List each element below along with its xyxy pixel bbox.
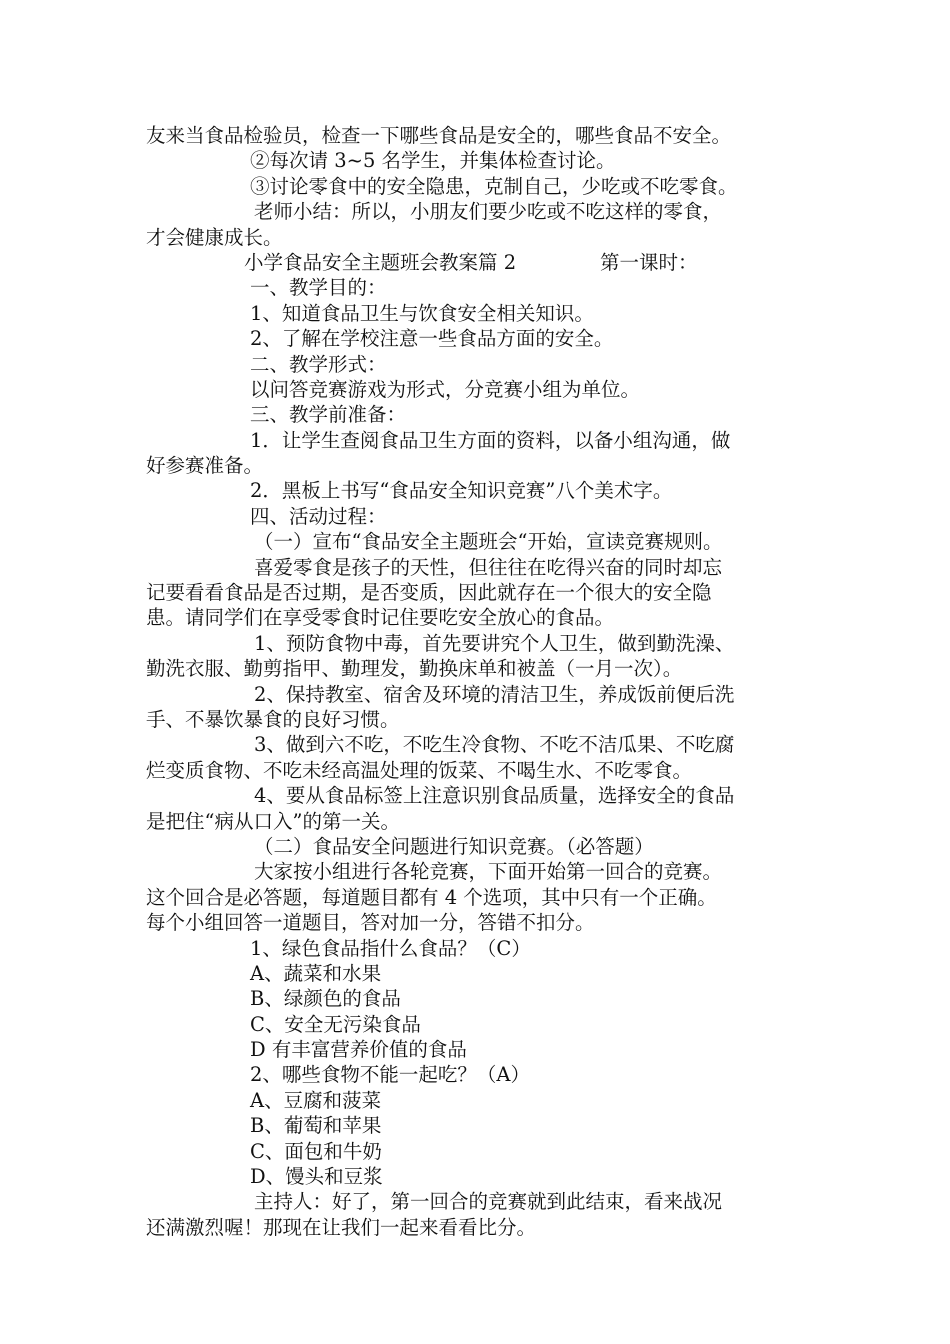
paragraph-line: ③讨论零食中的安全隐患，克制自己，少吃或不吃零食。 (250, 174, 738, 198)
paragraph-line: 才会健康成长。 (146, 225, 283, 249)
paragraph-line: 2、哪些食物不能一起吃？（A） (250, 1063, 530, 1087)
paragraph-line: 记要看看食品是否过期，是否变质，因此就存在一个很大的安全隐 (146, 581, 712, 605)
paragraph-line: B、葡萄和苹果 (250, 1114, 382, 1138)
paragraph-line: 勤洗衣服、勤剪指甲、勤理发，勤换床单和被盖（一月一次）。 (146, 657, 683, 681)
paragraph-line: 好参赛准备。 (146, 454, 264, 478)
paragraph-line: 这个回合是必答题，每道题目都有 4 个选项，其中只有一个正确。 (146, 885, 717, 909)
paragraph-line: 三、教学前准备： (250, 403, 407, 427)
paragraph-line: 喜爱零食是孩子的天性，但往往在吃得兴奋的同时却忘 (254, 555, 723, 579)
paragraph-line: 1、知道食品卫生与饮食安全相关知识。 (250, 301, 594, 325)
paragraph-line: C、安全无污染食品 (250, 1012, 421, 1036)
paragraph-line: 烂变质食物、不吃未经高温处理的饭菜、不喝生水、不吃零食。 (146, 758, 693, 782)
paragraph-line: A、豆腐和菠菜 (250, 1088, 382, 1112)
paragraph-line: 还满激烈喔！那现在让我们一起来看看比分。 (146, 1215, 537, 1239)
paragraph-line: 2．黑板上书写“食品安全知识竞赛”八个美术字。 (250, 479, 673, 503)
paragraph-line: D 有丰富营养价值的食品 (250, 1038, 467, 1062)
paragraph-line: 一、教学目的： (250, 276, 387, 300)
paragraph-line: （一）宣布“食品安全主题班会“开始，宣读竞赛规则。 (254, 530, 723, 554)
paragraph-line: 大家按小组进行各轮竞赛，下面开始第一回合的竞赛。 (254, 860, 723, 884)
paragraph-line: 手、不暴饮暴食的良好习惯。 (146, 707, 400, 731)
paragraph-line: A、蔬菜和水果 (250, 961, 382, 985)
paragraph-line: 每个小组回答一道题目，答对加一分，答错不扣分。 (146, 911, 595, 935)
paragraph-line: 友来当食品检验员，检查一下哪些食品是安全的，哪些食品不安全。 (146, 124, 732, 147)
paragraph-line: B、绿颜色的食品 (250, 987, 401, 1011)
paragraph-line: （二）食品安全问题进行知识竞赛。（必答题） (254, 834, 654, 858)
paragraph-line: 二、教学形式： (250, 352, 387, 376)
document-body (146, 123, 810, 1240)
paragraph-line: 1、预防食物中毒，首先要讲究个人卫生，做到勤洗澡、 (254, 631, 735, 655)
paragraph-line: C、面包和牛奶 (250, 1139, 382, 1163)
paragraph-line: 1、绿色食品指什么食品？（C） (250, 936, 531, 960)
paragraph-line: 4、要从食品标签上注意识别食品质量，选择安全的食品 (254, 784, 735, 808)
paragraph-line: 2、保持教室、宿舍及环境的清洁卫生，养成饭前便后洗 (254, 682, 735, 706)
paragraph-line: 主持人：好了，第一回合的竞赛就到此结束，看来战况 (254, 1190, 723, 1214)
paragraph-line: 3、做到六不吃，不吃生冷食物、不吃不洁瓜果、不吃腐 (254, 733, 735, 757)
paragraph-line: 是把住“病从口入”的第一关。 (146, 809, 400, 833)
section-heading-title: 小学食品安全主题班会教案篇 2 (244, 250, 517, 274)
section-heading (146, 250, 810, 275)
paragraph-line: 患。请同学们在享受零食时记住要吃安全放心的食品。 (146, 606, 615, 630)
paragraph-line: ②每次请 3~5 名学生，并集体检查讨论。 (250, 149, 616, 173)
paragraph-line: 1．让学生查阅食品卫生方面的资料，以备小组沟通，做 (250, 428, 731, 452)
section-heading-subtitle: 第一课时： (600, 250, 698, 274)
paragraph-line: 以问答竞赛游戏为形式，分竞赛小组为单位。 (250, 377, 641, 401)
paragraph-line: 2、了解在学校注意一些食品方面的安全。 (250, 327, 614, 351)
paragraph-line: D、馒头和豆浆 (250, 1165, 383, 1189)
paragraph-line: 四、活动过程： (250, 504, 387, 528)
paragraph-line: 老师小结：所以，小朋友们要少吃或不吃这样的零食， (254, 200, 723, 224)
